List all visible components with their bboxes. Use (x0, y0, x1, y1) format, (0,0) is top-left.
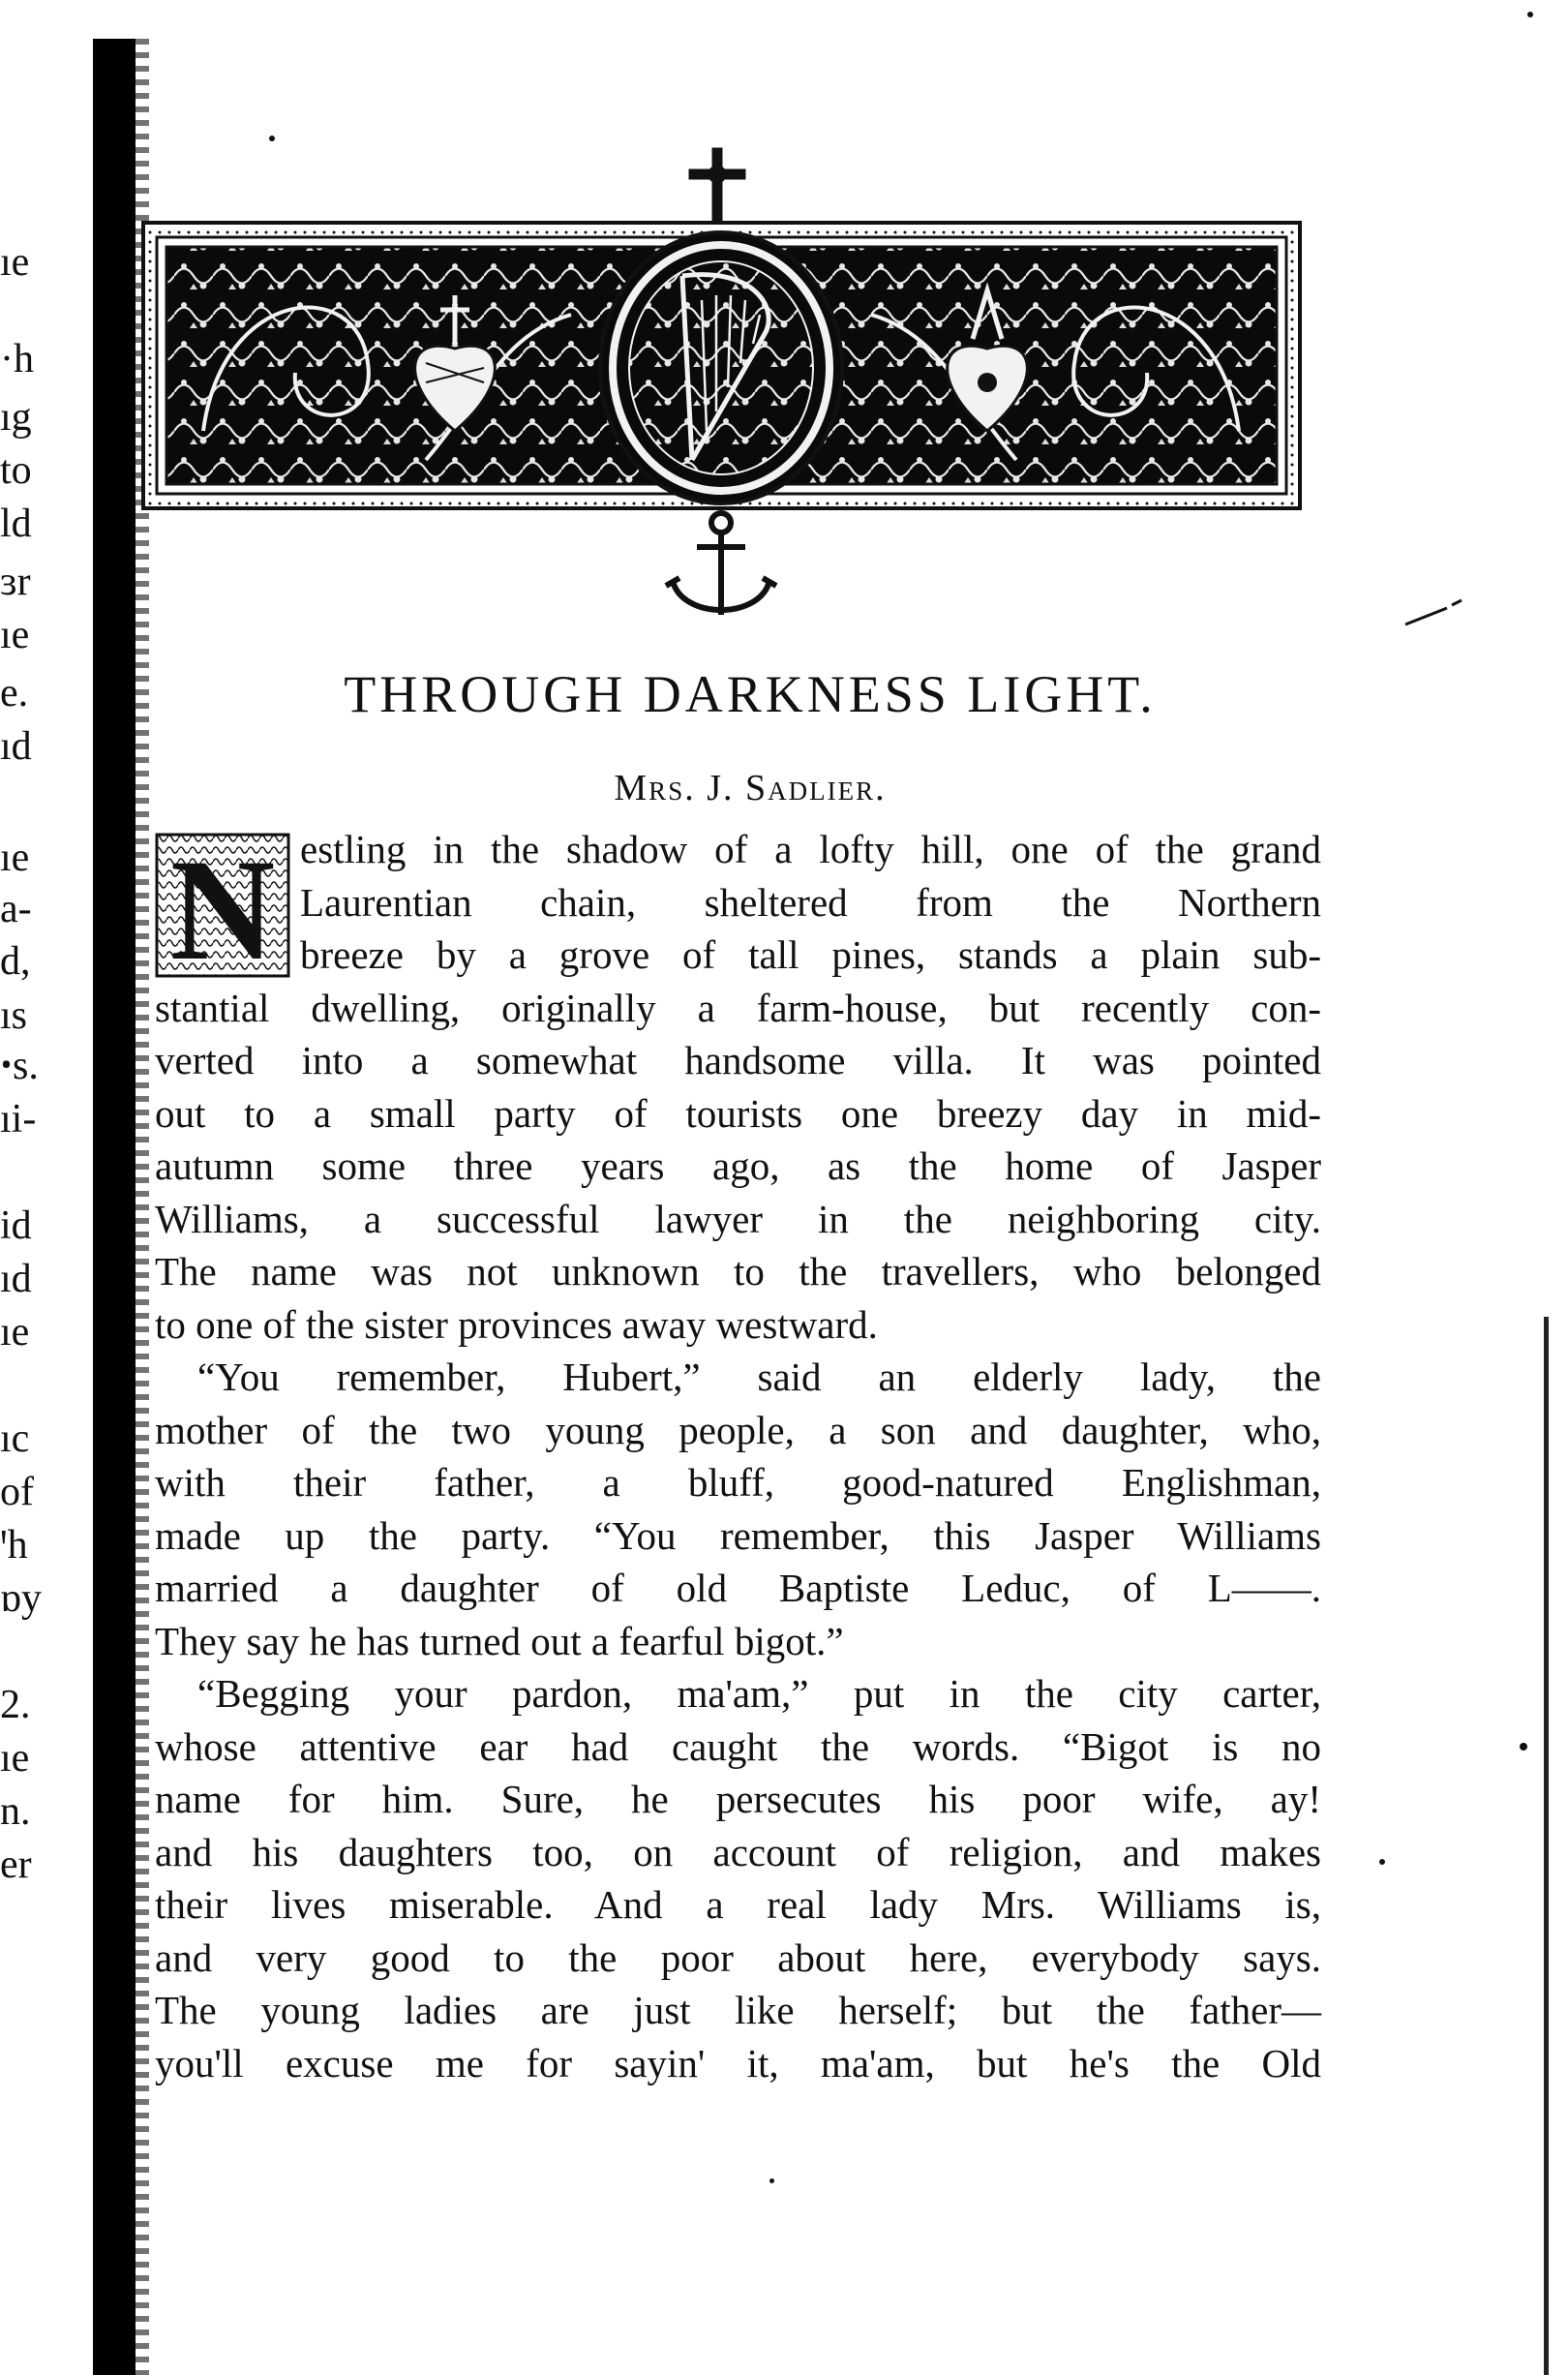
gutter-fragment: of (0, 1470, 34, 1514)
gutter-fragment: ıe (0, 1736, 30, 1781)
gutter-fragment: d, (0, 939, 31, 984)
body-line: The young ladies are just like herself; but the father— (155, 1988, 1321, 2032)
body-line: to one of the sister provinces away westward. (155, 1301, 878, 1347)
gutter-fragment: er (0, 1842, 32, 1887)
author-byline: Mrs. J. Sadlier. (614, 768, 887, 808)
harp-medallion (600, 232, 842, 503)
binding-shadow (93, 39, 136, 2375)
body-line: estling in the shadow of a lofty hill, one of the grand (300, 827, 1321, 871)
body-line: name for him. Sure, he persecutes his poor wife, ay! (155, 1777, 1321, 1821)
gutter-fragment: n. (0, 1789, 31, 1834)
gutter-fragment: ıe (0, 1310, 30, 1355)
body-line: whose attentive ear had caught the words. “Bigot is no (155, 1723, 1321, 1769)
body-line: mother of the two young people, a son and daughter, who, (155, 1407, 1321, 1452)
gutter-fragment: ꞏs. (0, 1044, 39, 1088)
body-line: you'll excuse me for sayin' it, ma'am, but he's the Old (155, 2040, 1321, 2086)
body-line: their lives miserable. And a real lady Mrs. Williams is, (155, 1882, 1321, 1927)
body-line: verted into a somewhat handsome villa. It was pointed (155, 1038, 1321, 1082)
pen-mark (1403, 591, 1471, 629)
gutter-fragment: id (0, 1203, 32, 1248)
ink-speck (1520, 1743, 1527, 1751)
gutter-fragment: 2. (0, 1683, 31, 1727)
body-line: They say he has turned out a fearful bigot.” (155, 1618, 844, 1663)
gutter-fragment: ıe (0, 836, 30, 880)
drop-cap-letter: N (169, 833, 276, 978)
gutter-fragment: ıe (0, 613, 30, 657)
ink-speck (769, 2178, 774, 2183)
headpiece-illustration (136, 140, 1307, 629)
ink-speck (1379, 1859, 1385, 1865)
cross-icon (689, 148, 745, 226)
body-line: out to a small party of tourists one breezy day in mid- (155, 1090, 1321, 1136)
gutter-fragment: ıe (0, 240, 30, 285)
body-line: The name was not unknown to the travellers, who belonged (155, 1249, 1321, 1294)
body-line: married a daughter of old Baptiste Leduc, of L——. (155, 1566, 1321, 1610)
page-edge-rule (1544, 1317, 1549, 2375)
gutter-fragment: ıd (0, 724, 32, 769)
gutter-fragment: ıs (0, 993, 28, 1038)
body-line: breeze by a grove of tall pines, stands a plain sub- (300, 932, 1321, 977)
body-line: autumn some three years ago, as the home of Jasper (155, 1143, 1321, 1188)
gutter-fragment: ɒy (0, 1576, 42, 1621)
article-body (155, 823, 1321, 2089)
gutter-fragment: ɜr (0, 560, 31, 604)
anchor-icon (666, 513, 776, 615)
gutter-fragment: e. (0, 671, 29, 716)
body-line: “Begging your pardon, ma'am,” put in the city carter, (197, 1671, 1321, 1716)
body-line: Laurentian chain, sheltered from the Northern (300, 879, 1321, 925)
gutter-fragment: to (0, 448, 32, 493)
gutter-fragment: ıi- (0, 1097, 37, 1142)
ink-speck (1527, 12, 1533, 17)
gutter-fragment: a- (0, 887, 32, 931)
gutter-fragment: ıg (0, 395, 32, 440)
body-line: with their father, a bluff, good-natured Englishman, (155, 1460, 1321, 1505)
gutter-fragment: ꞌh (0, 1523, 28, 1568)
gutter-fragment: ld (0, 502, 32, 546)
gutter-fragment: ıc (0, 1416, 30, 1461)
body-line: and his daughters too, on account of religion, and makes (155, 1829, 1321, 1874)
article-title: THROUGH DARKNESS LIGHT. (344, 665, 1157, 723)
gutter-fragment: ·h (0, 337, 34, 381)
body-line: stantial dwelling, originally a farm-house, but recently con- (155, 985, 1321, 1030)
ornamental-headpiece (136, 140, 1307, 629)
body-line: “You remember, Hubert,” said an elderly lady, the (197, 1355, 1321, 1399)
body-line: Williams, a successful lawyer in the neighboring city. (155, 1196, 1321, 1241)
body-line: made up the party. “You remember, this Jasper Williams (155, 1512, 1321, 1558)
body-line: and very good to the poor about here, everybody says. (155, 1934, 1321, 1980)
gutter-fragment: ıd (0, 1257, 32, 1301)
